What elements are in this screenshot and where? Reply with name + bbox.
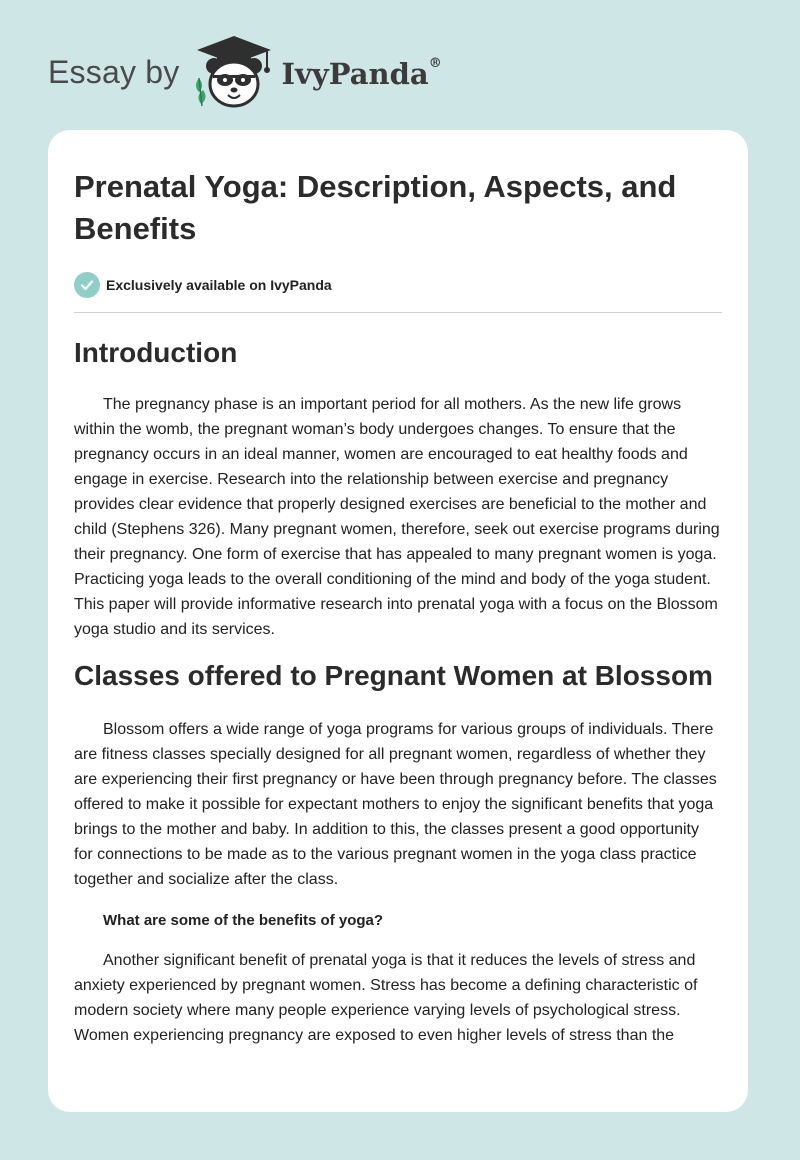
divider [74, 312, 722, 313]
subheading-benefits: What are some of the benefits of yoga? [103, 912, 384, 929]
article-card [48, 130, 748, 1112]
article-title: Prenatal Yoga: Description, Aspects, and Benefits [74, 169, 677, 246]
paragraph-classes: Blossom offers a wide range of yoga programs for various groups of individuals. There are fitness classes specially designed for all pregnant women, regardless of whether they are experiencing their first pregnancy or have been through pregnancy before. The classes offered to make it possible for expectant mothers to enjoy the significant benefits that yoga brings to the mother and baby. In addition to this, the classes present a good opportunity for connections to be made as to the various pregnant women in the yoga class practice together and socialize after the class. [74, 721, 717, 888]
exclusive-badge [74, 272, 722, 298]
section-heading-classes: Classes offered to Pregnant Women at Blossom [74, 660, 713, 691]
paragraph-introduction: The pregnancy phase is an important period for all mothers. As the new life grows within the womb, the pregnant woman’s body undergoes changes. To ensure that the pregnancy occurs in an ideal manner, women are encouraged to eat healthy foods and engage in exercise. Research into the relationship between exercise and pregnancy provides clear evidence that properly designed exercises are beneficial to the mother and child (Stephens 326). Many pregnant women, therefore, seek out exercise programs during their pregnancy. One form of exercise that has appealed to many pregnant women is yoga. Practicing yoga leads to the overall conditioning of the mind and body of the yoga student. This paper will provide informative research into prenatal yoga with a focus on the Blossom yoga studio and its services. [74, 396, 720, 638]
exclusive-label: Exclusively available on IvyPanda [106, 277, 332, 293]
brand-name: IvyPanda® [281, 56, 442, 91]
check-icon [74, 272, 100, 298]
brand-header [48, 34, 528, 110]
ivypanda-logo-icon[interactable] [189, 34, 279, 110]
paragraph-benefits: Another significant benefit of prenatal yoga is that it reduces the levels of stress and anxiety experienced by pregnant women. Stress has become a defining characteristic of modern society where many people experience varying levels of psychological stress. Women experiencing pregnancy are exposed to even higher levels of stress than the [74, 952, 698, 1044]
brand-prefix: Essay by [48, 53, 180, 90]
section-heading-introduction: Introduction [74, 337, 238, 368]
